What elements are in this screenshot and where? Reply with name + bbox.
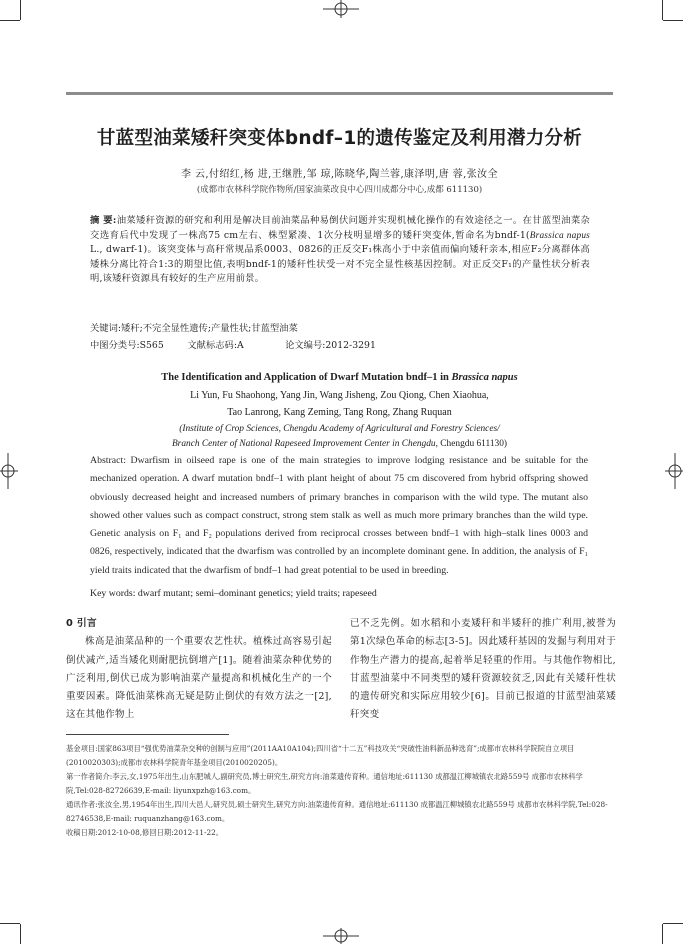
authors-cn: 李 云,付绍红,杨 进,王继胜,邹 琼,陈晓华,陶兰蓉,康泽明,唐 蓉,张汝全	[181, 169, 498, 180]
abstract-cn-label: 摘 要:	[90, 215, 117, 226]
crop-mark	[662, 924, 663, 944]
footnote-dates: 收稿日期:2012-10-08,修回日期:2012-11-22。	[66, 828, 224, 837]
title-en	[66, 372, 613, 383]
authors-en-line-2: Tao Lanrong, Kang Zeming, Tang Rong, Zhang Ruquan	[227, 407, 452, 418]
title-en-text: The Identification and Application of Dwarf Mutation bndf–1 in	[161, 372, 452, 383]
footnotes	[66, 742, 613, 840]
affiliation-en-rest: , Chengdu 611130)	[435, 439, 508, 449]
affiliation-en-italic: Branch Center of National Rapeseed Improvement Center in Chengdu	[171, 439, 436, 449]
abstract-cn	[90, 214, 590, 287]
paper-title: 甘蓝型油菜矮秆突变体bndf–1的遗传鉴定及利用潜力分析	[96, 128, 583, 149]
footnote-funding: 基金项目:国家863项目“强优势油菜杂交种的创制与应用”(2011AA10A104);四川省“十二五”科技攻关“突破性油料新品种选育”;成都市农林科学院院自立项目(2010020303);成都市农林科学院青年基金项目(2010020205)。	[66, 744, 575, 767]
header-rule	[66, 92, 613, 95]
section-heading: 0 引言	[66, 618, 98, 629]
footnote-first-author: 第一作者简介:李云,女,1975年出生,山东肥城人,副研究员,博士研究生,研究方向:油菜遗传育种。通信地址:611130 成都温江柳城镇农北路559号 成都市农林科学院,Tel:028-82726639,E-mail: liyunxpzh@163.com。	[66, 772, 583, 795]
affiliation-cn: (成都市农林科学院作物所/国家油菜改良中心四川成都分中心,成都 611130)	[196, 185, 483, 195]
species-name: Brassica napus	[529, 230, 590, 241]
registration-mark-icon	[323, 0, 359, 18]
body-column-left	[66, 615, 332, 725]
authors-en-line-1: Li Yun, Fu Shaohong, Yang Jin, Wang Jisheng, Zou Qiong, Chen Xiaohua,	[190, 390, 489, 401]
body-text-left: 株高是油菜品种的一个重要农艺性状。植株过高容易引起倒伏减产,适当矮化则耐肥抗倒增产[1]。随着油菜杂种优势的广泛利用,倒伏已成为影响油菜产量提高和机械化生产的一个重要因素。降低油菜株高无疑是防止倒伏的有效方法之一[2],这在其他作物上	[66, 636, 332, 721]
crop-mark	[0, 923, 20, 924]
abstract-cn-text: 油菜矮秆资源的研究和利用是解决目前油菜品种易倒伏问题并实现机械化操作的有效途径之一。在甘蓝型油菜杂交选育后代中发现了一株高75 cm左右、株型紧凑、1次分枝明显增多的矮秆突变体,暂命名为bndf-1(	[90, 215, 590, 241]
footnote-corresponding-author: 通讯作者:张汝全,男,1954年出生,四川大邑人,研究员,硕士研究生,研究方向:油菜遗传育种。通信地址:611130 成都温江柳城镇农北路559号 成都市农林科学院,Tel:028-82746538,E-mail: ruquanzhang@163.com。	[66, 800, 608, 823]
crop-mark	[20, 924, 21, 944]
footnote-rule	[66, 734, 229, 735]
crop-mark	[0, 20, 20, 21]
keywords-en: Key words: dwarf mutant; semi–dominant genetics; yield traits; rapeseed	[90, 588, 377, 599]
affiliation-en-line-1: (Institute of Crop Sciences, Chengdu Academy of Agricultural and Forestry Sciences/	[179, 424, 500, 434]
abstract-en: Abstract: Dwarfism in oilseed rape is one of the main strategies to improve lodging resistance and be suitable for the mechanized operation. A dwarf mutation bndf–1 with plant height of about 75 cm discovered from hybrid offspring showed obviously decreased height and increased numbers of primary branches in comparison with the wild type. The mutant also showed other values such as compact construct, strong stem stalk as well as much more primary branches than the wild type. Genetic analysis on F₁ and F₂ populations derived from reciprocal crosses between bndf–1 with high–stalk lines 0003 and 0826, respectively, indicated that the dwarfism was controlled by an incomplete dominant gene. In addition, the analysis of F₁ yield traits indicated that the dwarfism of bndf–1 had great potential to be used in breeding.	[90, 455, 588, 576]
registration-mark-icon	[323, 927, 359, 944]
keywords-cn: 关键词:矮秆;不完全显性遗传;产量性状;甘蓝型油菜	[90, 323, 298, 334]
body-text-right: 已不乏先例。如水稻和小麦矮秆和半矮秆的推广利用,被誉为第1次绿色革命的标志[3-5]。因此矮秆基因的发掘与利用对于作物生产潜力的提高,起着举足轻重的作用。与其他作物相比,甘蓝型油菜中不同类型的矮秆资源较贫乏,因此有关矮秆性状的遗传研究和实际应用较少[6]。目前已报道的甘蓝型油菜矮秆突变	[350, 618, 616, 721]
crop-mark	[663, 20, 683, 21]
crop-mark	[662, 0, 663, 20]
affiliation-en-line-2	[66, 439, 613, 449]
title-en-species: Brassica napus	[451, 372, 518, 383]
crop-mark	[20, 0, 21, 20]
crop-mark	[663, 923, 683, 924]
abstract-cn-text-end: L., dwarf-1)。该突变体与高秆常规品系0003、0826的正反交F₁株高小于中亲值而偏向矮秆亲本,相应F₂分离群体高矮株分离比符合1:3的期望比值,表明bndf-1的矮秆性状受一对不完全显性核基因控制。对正反交F₁的产量性状分析表明,该矮秆资源具有较好的生产应用前景。	[90, 244, 590, 285]
body-column-right	[350, 615, 616, 725]
registration-mark-icon	[665, 453, 683, 489]
classification-cn: 中图分类号:S565 文献标志码:A 论文编号:2012-3291	[90, 340, 376, 351]
registration-mark-icon	[0, 453, 18, 489]
